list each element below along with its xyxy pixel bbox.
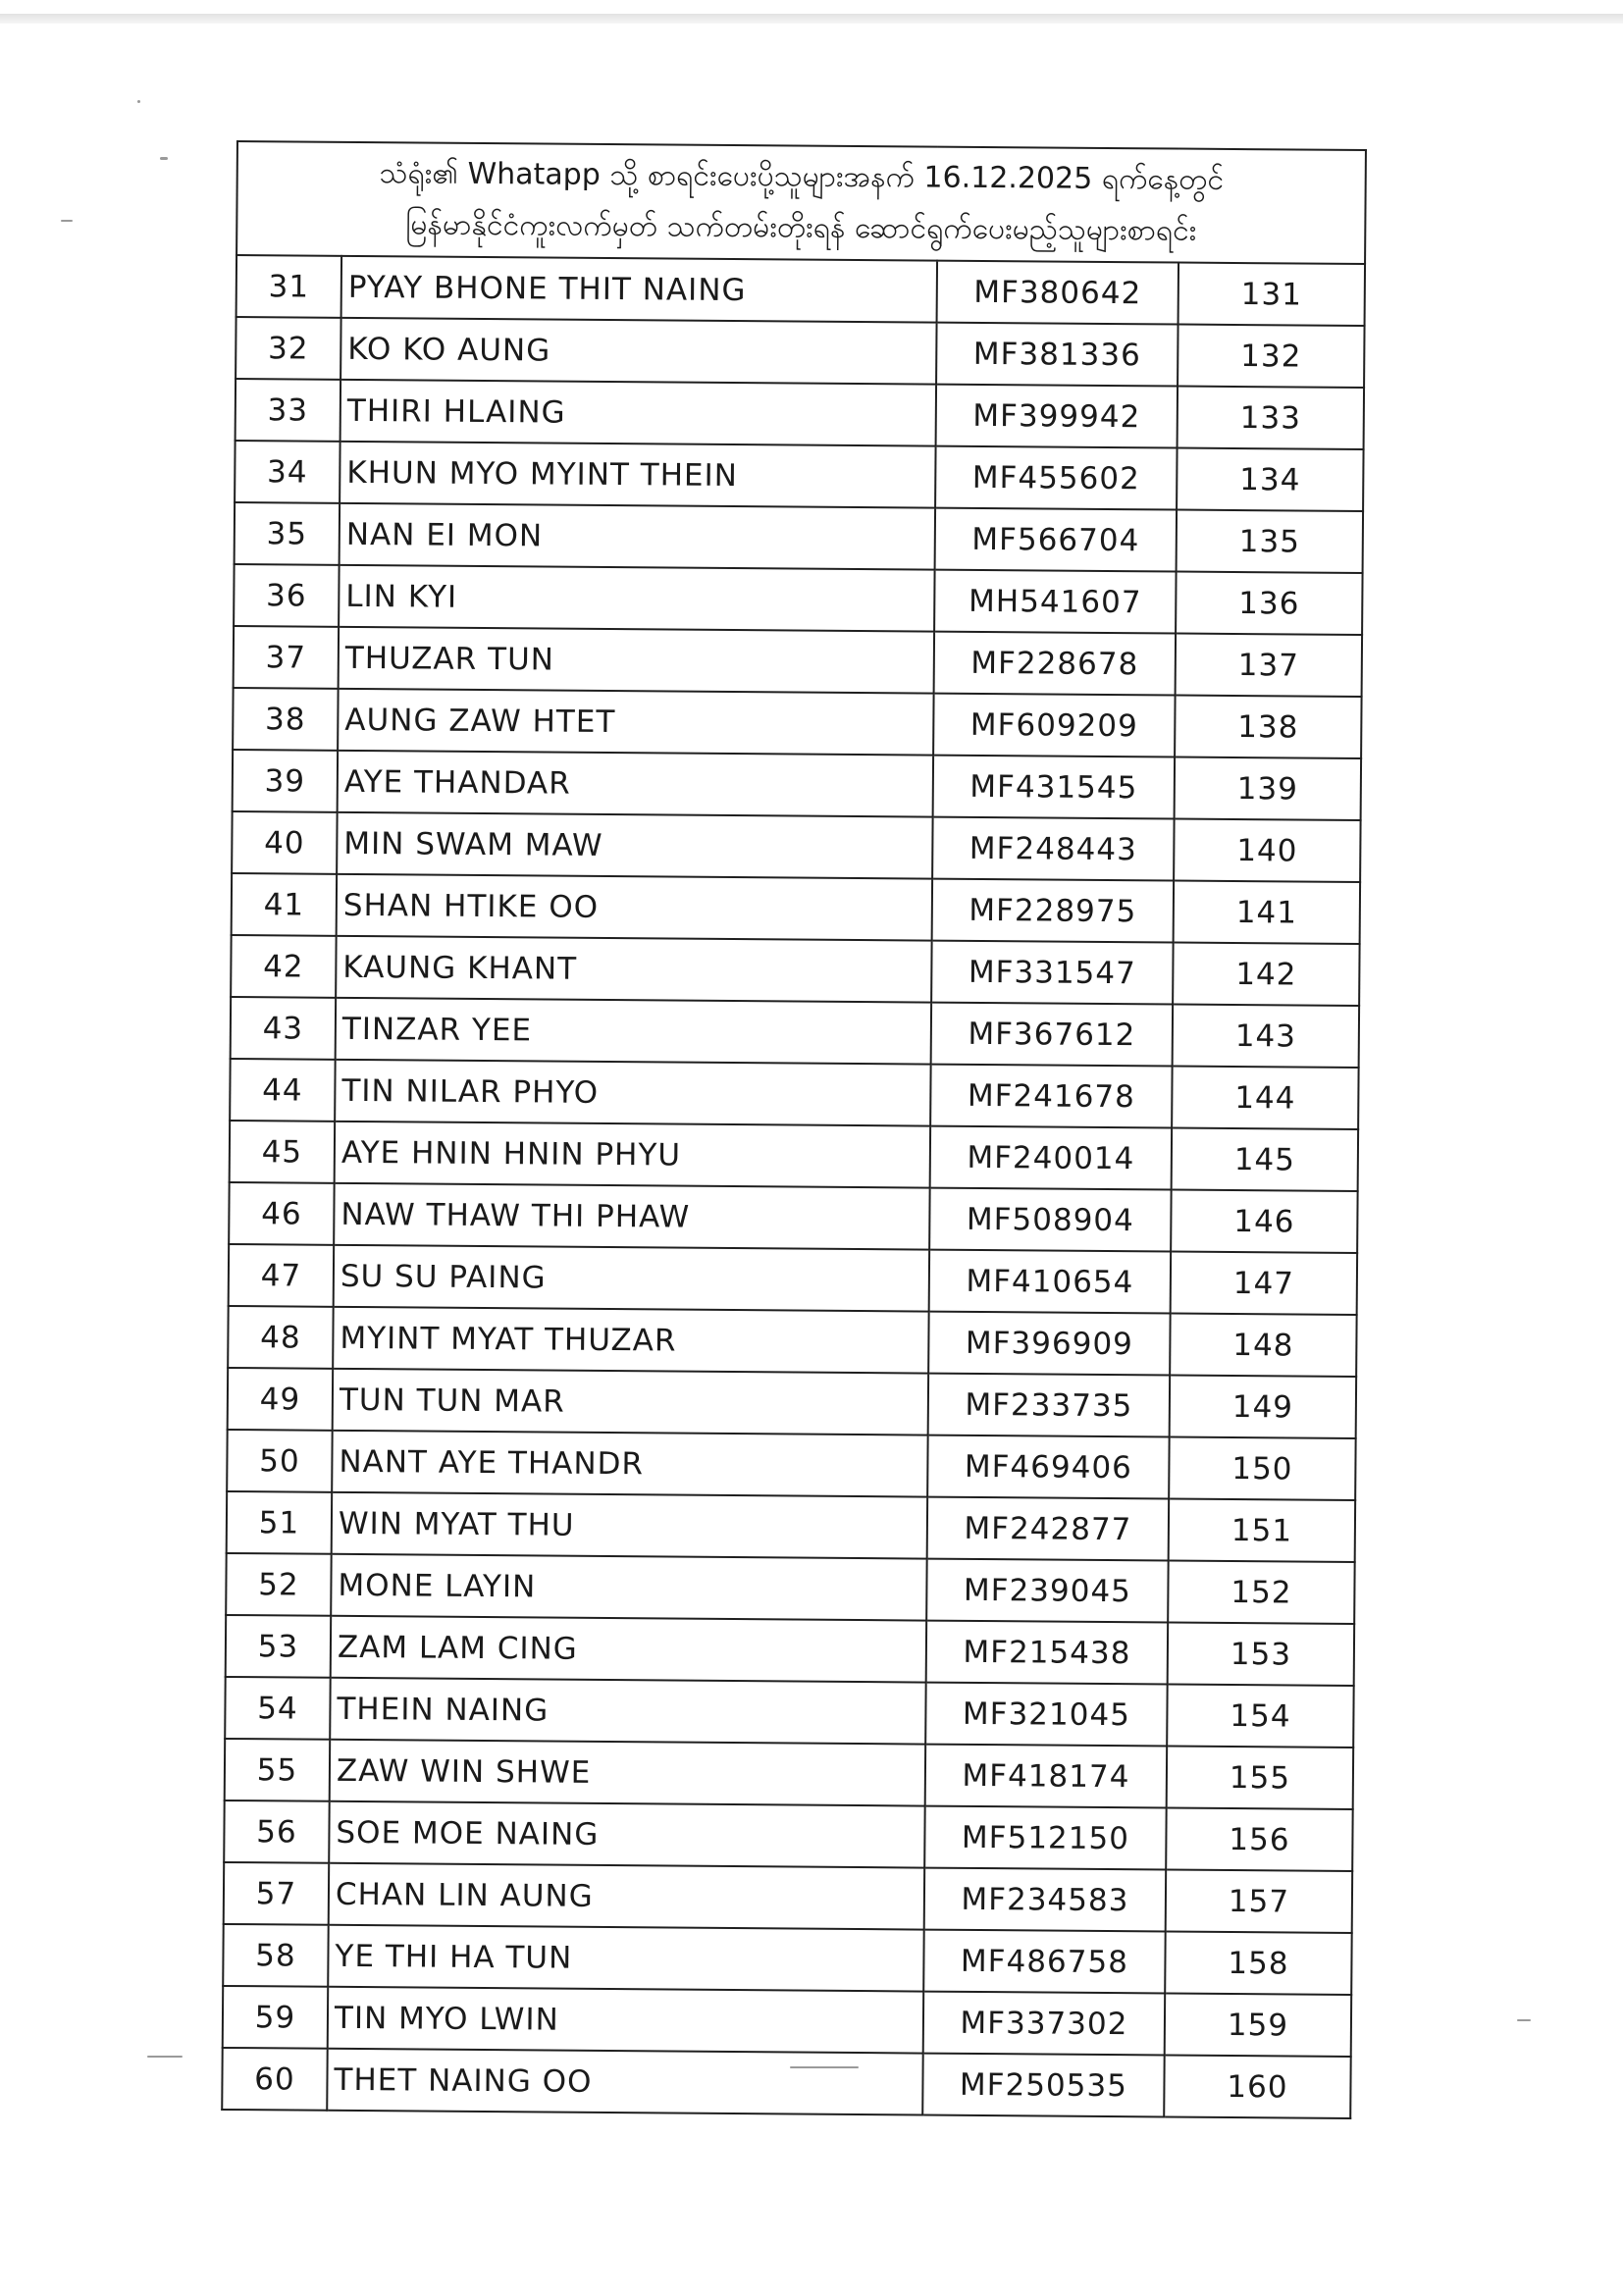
table-row [226, 1553, 1354, 1624]
passport-number: MF228975 [932, 879, 1174, 943]
table-row [236, 379, 1364, 449]
applicant-name: TIN NILAR PHYO [335, 1060, 930, 1126]
applicant-name: NAN EI MON [340, 503, 935, 570]
reference-number: 146 [1171, 1190, 1358, 1253]
applicant-name: AUNG ZAW HTET [338, 689, 933, 756]
serial-number: 49 [228, 1368, 333, 1431]
applicant-name: PYAY BHONE THIT NAING [341, 256, 937, 323]
table-row [228, 1368, 1356, 1438]
table-row [232, 873, 1360, 944]
serial-number: 36 [234, 564, 339, 627]
scan-speck [160, 157, 168, 160]
passport-number: MF242877 [927, 1497, 1169, 1561]
serial-number: 56 [224, 1800, 329, 1863]
applicant-name: MIN SWAM MAW [337, 812, 932, 879]
applicant-name: THUZAR TUN [339, 627, 934, 694]
passport-number: MF399942 [936, 385, 1178, 448]
table-row [230, 1059, 1358, 1129]
reference-number: 155 [1167, 1746, 1354, 1808]
applicant-name: MONE LAYIN [331, 1554, 926, 1621]
serial-number: 32 [236, 317, 340, 380]
title-line-2: မြန်မာနိုင်ငံကူးလက်မှတ် သက်တမ်းတိုးရန် ဆောင်ရွက်ပေးမည့်သူများစာရင်း [405, 207, 1197, 248]
reference-number: 147 [1171, 1252, 1358, 1315]
applicant-name: TUN TUN MAR [333, 1369, 928, 1435]
passport-number: MF418174 [925, 1745, 1167, 1808]
table-row [232, 811, 1360, 882]
applicant-name: TIN MYO LWIN [328, 1987, 923, 2054]
table-row [224, 1862, 1352, 1933]
passport-number: MF228678 [934, 632, 1176, 696]
serial-number: 35 [235, 502, 340, 565]
reference-number: 137 [1176, 634, 1363, 697]
reference-number: 158 [1165, 1931, 1352, 1994]
applicant-name: ZAM LAM CING [331, 1616, 926, 1683]
table-row [234, 626, 1362, 697]
applicant-name: THEIN NAING [330, 1678, 925, 1745]
serial-number: 50 [227, 1430, 332, 1492]
serial-number: 39 [233, 750, 338, 812]
table-row [230, 1121, 1358, 1191]
table-row [235, 502, 1363, 573]
applicant-name: LIN KYI [339, 565, 934, 632]
reference-number: 141 [1174, 881, 1361, 944]
serial-number: 46 [229, 1182, 334, 1245]
reference-number: 134 [1177, 448, 1364, 511]
table-row [231, 935, 1359, 1006]
reference-number: 156 [1166, 1807, 1353, 1870]
serial-number: 42 [231, 935, 336, 998]
serial-number: 54 [225, 1677, 330, 1740]
table-row [227, 1430, 1355, 1500]
table-header-row [236, 141, 1366, 264]
passport-number: MF233735 [928, 1374, 1170, 1437]
serial-number: 48 [228, 1306, 333, 1369]
serial-number: 31 [236, 255, 341, 318]
reference-number: 138 [1175, 696, 1362, 758]
scan-speck [1517, 2019, 1531, 2021]
applicant-name: AYE HNIN HNIN PHYU [335, 1122, 930, 1188]
applicant-name: CHAN LIN AUNG [329, 1863, 924, 1930]
reference-number: 140 [1174, 819, 1361, 882]
reference-number: 160 [1164, 2055, 1351, 2117]
applicant-name: ZAW WIN SHWE [330, 1740, 925, 1806]
passport-number: MF609209 [933, 694, 1175, 757]
passport-renewal-sheet [221, 140, 1365, 2119]
serial-number: 52 [226, 1553, 331, 1616]
applicant-name: MYINT MYAT THUZAR [333, 1307, 928, 1374]
table-row [227, 1491, 1355, 1562]
reference-number: 143 [1173, 1005, 1360, 1068]
passport-number: MF248443 [932, 817, 1174, 881]
applicant-name: KO KO AUNG [340, 318, 936, 385]
serial-number: 60 [222, 2048, 327, 2111]
passport-number: MF486758 [923, 1930, 1165, 1994]
reference-number: 148 [1170, 1314, 1357, 1377]
reference-number: 159 [1165, 1993, 1352, 2056]
serial-number: 43 [231, 997, 336, 1060]
serial-number: 55 [225, 1739, 330, 1801]
table-row [222, 2048, 1350, 2118]
table-row [223, 1986, 1351, 2057]
table-title [236, 141, 1366, 264]
table-row [229, 1244, 1357, 1315]
passport-number: MF241678 [930, 1065, 1172, 1128]
applicant-name: SHAN HTIKE OO [337, 874, 932, 941]
serial-number: 34 [235, 441, 340, 503]
serial-number: 38 [233, 688, 338, 751]
serial-number: 40 [232, 811, 337, 874]
serial-number: 41 [232, 873, 337, 936]
serial-number: 37 [234, 626, 339, 689]
passport-number: MF381336 [936, 323, 1178, 387]
table-row [233, 750, 1361, 820]
reference-number: 149 [1170, 1376, 1357, 1438]
passport-number: MF455602 [935, 446, 1177, 510]
passport-number: MF337302 [923, 1992, 1165, 2056]
passport-number: MF566704 [935, 508, 1177, 572]
passport-number: MF321045 [925, 1683, 1167, 1747]
applicant-name: KHUN MYO MYINT THEIN [340, 442, 935, 508]
reference-number: 153 [1168, 1623, 1355, 1686]
passport-number: MF396909 [928, 1312, 1170, 1376]
passport-number: MF239045 [926, 1559, 1168, 1623]
scan-speck [147, 2056, 183, 2058]
reference-number: 132 [1178, 325, 1365, 388]
table-row [225, 1677, 1353, 1748]
reference-number: 131 [1178, 263, 1366, 326]
table-row [234, 564, 1362, 635]
table-row [224, 1800, 1352, 1871]
passport-number: MF215438 [926, 1621, 1168, 1685]
applicant-name: SU SU PAING [334, 1245, 929, 1312]
passport-number: MF380642 [937, 261, 1178, 325]
reference-number: 151 [1169, 1499, 1356, 1562]
passport-number: MF469406 [927, 1435, 1169, 1499]
serial-number: 44 [230, 1059, 335, 1122]
serial-number: 51 [227, 1491, 332, 1554]
serial-number: 47 [229, 1244, 334, 1307]
passport-number: MF331547 [931, 941, 1173, 1005]
applicant-name: THIRI HLAING [340, 380, 936, 446]
passport-number: MH541607 [934, 570, 1176, 634]
applicant-name: AYE THANDAR [338, 751, 933, 817]
reference-number: 157 [1166, 1869, 1353, 1932]
serial-number: 53 [226, 1615, 331, 1678]
table-row [226, 1615, 1354, 1686]
title-line-1: သံရုံး၏ Whatapp သို့ စာရင်းပေးပို့သူများအနက် 16.12.2025 ရက်နေ့တွင် [379, 156, 1225, 197]
serial-number: 57 [224, 1862, 329, 1925]
serial-number: 58 [223, 1924, 328, 1987]
scan-speck [137, 100, 140, 103]
reference-number: 145 [1172, 1128, 1359, 1191]
reference-number: 133 [1178, 387, 1365, 449]
passport-number: MF250535 [922, 2054, 1164, 2117]
passport-number: MF234583 [924, 1868, 1166, 1932]
table-row [231, 997, 1359, 1068]
table-row [223, 1924, 1351, 1995]
table-row [228, 1306, 1356, 1377]
reference-number: 136 [1176, 572, 1363, 635]
serial-number: 33 [236, 379, 340, 442]
applicant-name: SOE MOE NAING [329, 1801, 924, 1868]
passport-number: MF508904 [929, 1188, 1171, 1252]
applicant-name: WIN MYAT THU [332, 1492, 927, 1559]
applicant-name: THET NAING OO [327, 2049, 922, 2115]
reference-number: 139 [1175, 757, 1362, 820]
reference-number: 150 [1169, 1437, 1356, 1500]
passport-number: MF240014 [930, 1126, 1172, 1190]
reference-number: 154 [1167, 1684, 1354, 1747]
table-row [236, 317, 1364, 388]
applicant-name: KAUNG KHANT [336, 936, 931, 1003]
applicant-name: TINZAR YEE [336, 998, 931, 1065]
applicant-name: YE THI HA TUN [328, 1925, 923, 1992]
reference-number: 144 [1172, 1067, 1359, 1129]
reference-number: 142 [1173, 943, 1360, 1006]
table-row [236, 255, 1365, 326]
applicant-name: NAW THAW THI PHAW [334, 1183, 929, 1250]
scan-top-edge [0, 14, 1623, 24]
passport-number: MF431545 [933, 756, 1175, 819]
table-row [235, 441, 1363, 511]
passport-number: MF410654 [929, 1250, 1171, 1314]
table-row [229, 1182, 1357, 1253]
scan-speck [61, 220, 73, 222]
reference-number: 135 [1177, 510, 1364, 573]
passport-number: MF512150 [924, 1806, 1166, 1870]
serial-number: 59 [223, 1986, 328, 2049]
serial-number: 45 [230, 1121, 335, 1183]
passport-number: MF367612 [931, 1003, 1173, 1067]
applicant-name: NANT AYE THANDR [332, 1431, 927, 1497]
passport-renewal-table [221, 140, 1367, 2119]
table-row [225, 1739, 1353, 1809]
reference-number: 152 [1168, 1561, 1355, 1624]
table-row [233, 688, 1361, 758]
